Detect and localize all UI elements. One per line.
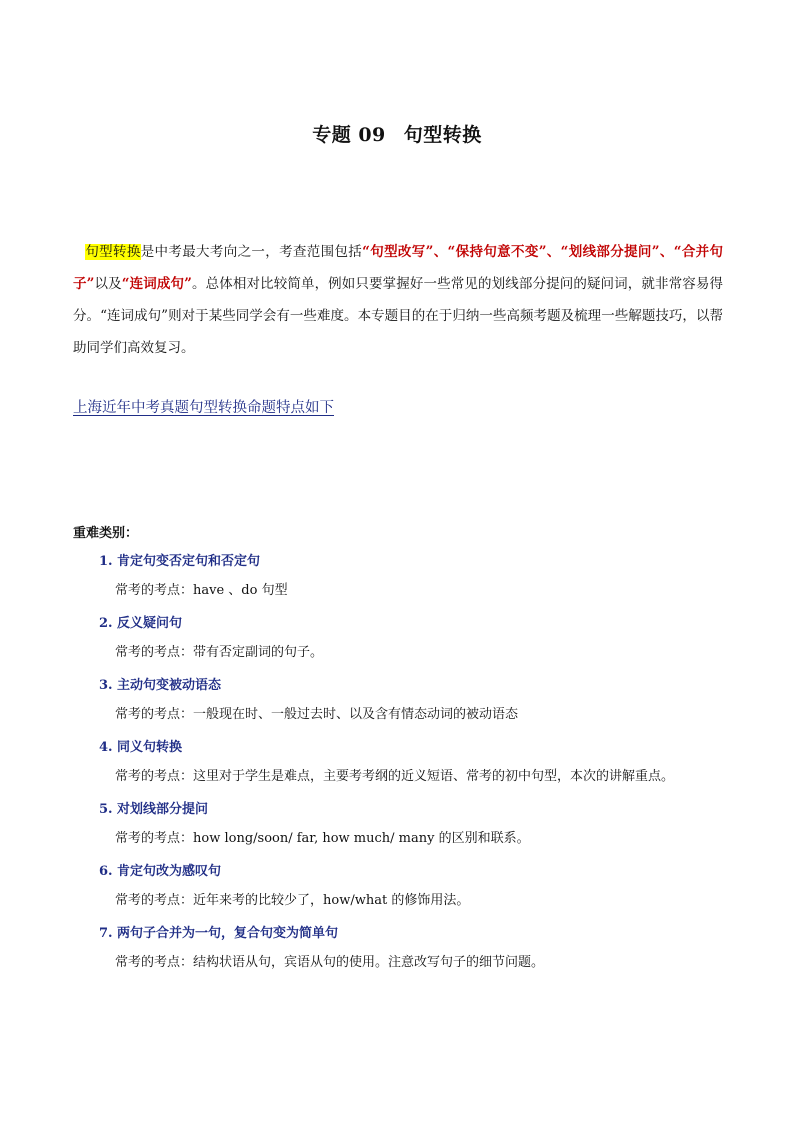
category-note: 常考的考点：结构状语从句，宾语从句的使用。注意改写句子的细节问题。 — [115, 955, 545, 970]
category-title: 5. 对划线部分提问 — [99, 802, 209, 817]
category-note: 常考的考点：这里对于学生是难点，主要考考纲的近义短语、常考的初中句型，本次的讲解重点。 — [115, 769, 675, 784]
category-title: 4. 同义句转换 — [99, 740, 183, 755]
category-title: 1. 肯定句变否定句和否定句 — [99, 554, 261, 569]
title-topic: 专题 09 — [312, 124, 386, 146]
intro-text-3: 。总体相对比较简单，例如只要掌握好一些常见的划线部分提问的疑问词，就非常容易得分。“连词成句”则对于某些同学会有一些难度。本专题目的在于归纳一些高频考题及梳理一些解题技巧，以帮助同学们高效复习。 — [73, 276, 724, 356]
category-note: 常考的考点：一般现在时、一般过去时、以及含有情态动词的被动语态 — [115, 707, 519, 722]
category-note: 常考的考点：have 、do 句型 — [115, 583, 288, 598]
intro-text-2: 以及 — [94, 276, 122, 292]
category-title: 3. 主动句变被动语态 — [99, 678, 222, 693]
intro-highlight: 句型转换 — [85, 244, 141, 260]
category-note: 常考的考点：带有否定副词的句子。 — [115, 645, 324, 660]
page-title — [0, 120, 794, 147]
intro-text-1: 是中考最大考向之一，考查范围包括 — [140, 244, 363, 260]
list-item — [99, 796, 739, 858]
intro-red-2: “连词成句” — [121, 276, 192, 292]
category-list — [99, 548, 739, 982]
category-title: 6. 肯定句改为感叹句 — [99, 864, 222, 879]
list-item — [99, 672, 739, 734]
section-label: 重难类别： — [73, 526, 139, 541]
list-item — [99, 610, 739, 672]
exam-features-link[interactable]: 上海近年中考真题句型转换命题特点如下 — [73, 400, 334, 416]
category-title: 2. 反义疑问句 — [99, 616, 183, 631]
list-item — [99, 734, 739, 796]
category-note: 常考的考点：近年来考的比较少了，how/what 的修饰用法。 — [115, 893, 470, 908]
category-note: 常考的考点：how long/soon/ far, how much/ many 的区别和联系。 — [115, 831, 530, 846]
list-item — [99, 920, 739, 982]
title-name: 句型转换 — [403, 124, 482, 146]
category-title: 7. 两句子合并为一句，复合句变为简单句 — [99, 926, 339, 941]
intro-paragraph — [73, 236, 723, 364]
intro-red-1: “句型改写”、“保持句意不变”、“划线部分提问”、“合并句子” — [73, 244, 724, 292]
list-item — [99, 858, 739, 920]
list-item — [99, 548, 739, 610]
